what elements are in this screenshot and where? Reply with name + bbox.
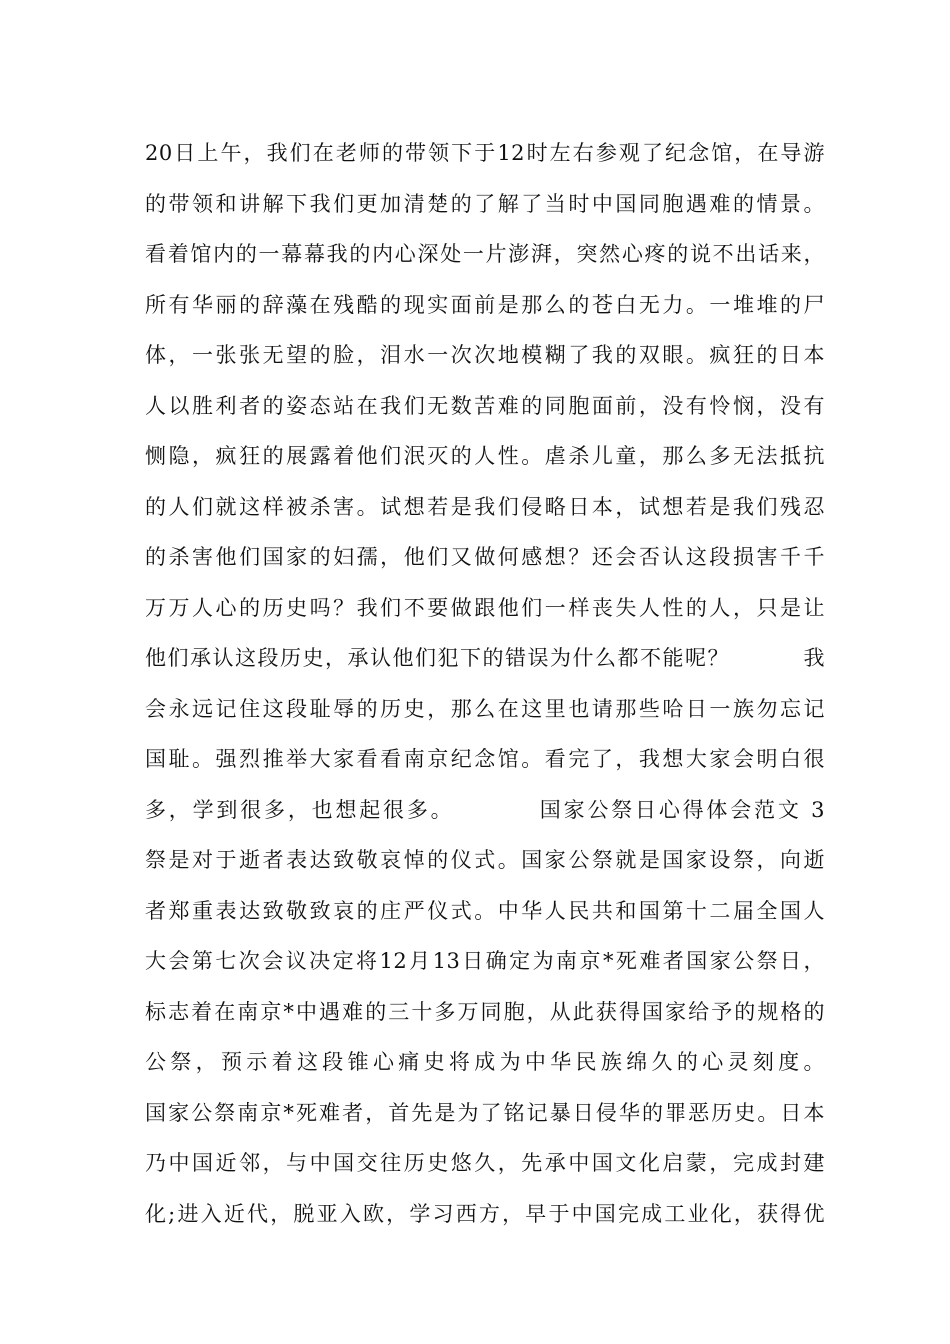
text-line: 恻隐，疯狂的展露着他们泯灭的人性。虐杀儿童，那么多无法抵抗 (145, 444, 825, 468)
text-line: 化;进入近代，脱亚入欧，学习西方，早于中国完成工业化，获得优 (145, 1201, 825, 1226)
text-line: 体，一张张无望的脸，泪水一次次地模糊了我的双眼。疯狂的日本 (145, 343, 825, 367)
text-line: 者郑重表达致敬致哀的庄严仪式。中华人民共和国第十二届全国人 (145, 898, 825, 923)
text-line: 乃中国近邻，与中国交往历史悠久，先承中国文化启蒙，完成封建 (145, 1151, 825, 1175)
body-text (145, 128, 825, 1239)
text-line: 标志着在南京*中遇难的三十多万同胞，从此获得国家给予的规格的 (145, 999, 825, 1024)
text-line: 祭是对于逝者表达致敬哀悼的仪式。国家公祭就是国家设祭，向逝 (145, 848, 825, 872)
text-line: 大会第七次会议决定将12月13日确定为南京*死难者国家公祭日， (145, 949, 825, 973)
text-line: 万万人心的历史吗？我们不要做跟他们一样丧失人性的人，只是让 (145, 595, 825, 620)
text-line: 他们承认这段历史，承认他们犯下的错误为什么都不能呢？ 我 (145, 646, 825, 670)
text-line: 国耻。强烈推举大家看看南京纪念馆。看完了，我想大家会明白很 (145, 747, 825, 771)
text-line: 会永远记住这段耻辱的历史，那么在这里也请那些哈日一族勿忘记 (145, 696, 825, 721)
text-line: 公祭，预示着这段锥心痛史将成为中华民族绵久的心灵刻度。 (145, 1050, 825, 1074)
text-line: 20日上午，我们在老师的带领下于12时左右参观了纪念馆，在导游 (145, 141, 825, 165)
text-line: 国家公祭南京*死难者，首先是为了铭记暴日侵华的罪恶历史。日本 (145, 1100, 825, 1125)
text-line: 的带领和讲解下我们更加清楚的了解了当时中国同胞遇难的情景。 (145, 191, 825, 216)
text-line: 看着馆内的一幕幕我的内心深处一片澎湃，突然心疼的说不出话来， (145, 242, 825, 266)
text-line: 的杀害他们国家的妇孺，他们又做何感想？还会否认这段损害千千 (145, 545, 825, 569)
text-line: 多，学到很多，也想起很多。 国家公祭日心得体会范文 3 (145, 797, 825, 822)
text-line: 所有华丽的辞藻在残酷的现实面前是那么的苍白无力。一堆堆的尸 (145, 292, 825, 317)
text-line: 人以胜利者的姿态站在我们无数苦难的同胞面前，没有怜悯，没有 (145, 393, 825, 418)
text-line: 的人们就这样被杀害。试想若是我们侵略日本，试想若是我们残忍 (145, 494, 825, 519)
